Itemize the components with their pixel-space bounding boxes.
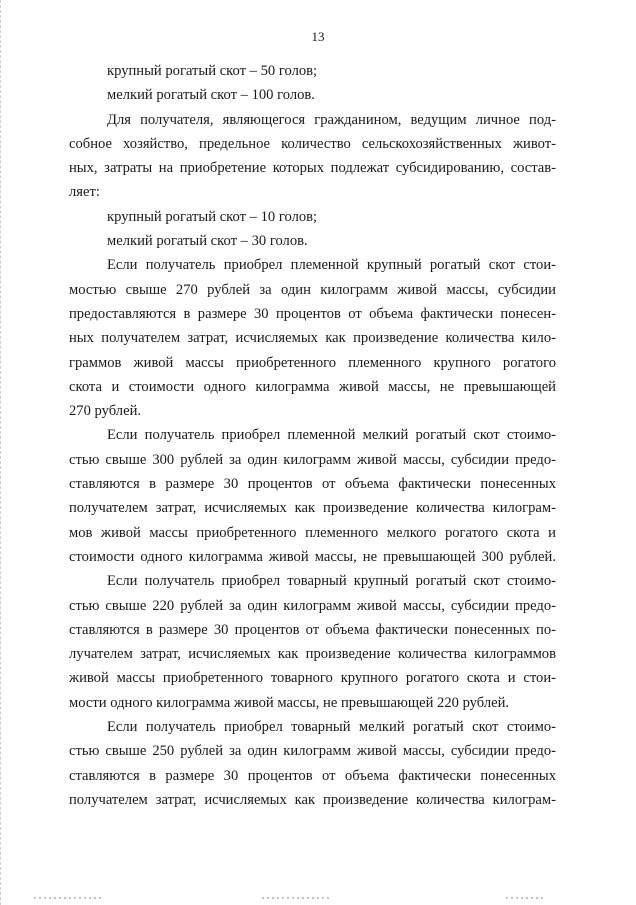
- text-line: крупный рогатый скот – 50 голов;: [107, 63, 318, 79]
- scan-artifact: [262, 897, 332, 899]
- text-line: граммов живой массы приобретенного племенного крупного рогатого: [69, 354, 556, 371]
- text-line: ных получателем затрат, исчисляемых как произведение количества кило-: [69, 330, 556, 347]
- text-line: скота и стоимости одного килограмма живой массы, не превышающей: [69, 378, 556, 395]
- text-line: стью свыше 300 рублей за один килограмм живой массы, субсидии предо-: [69, 451, 556, 468]
- text-line: мости одного килограмма живой массы, не превышающей 220 рублей.: [69, 694, 510, 711]
- text-line: лучателем затрат, исчисляемых как произведение количества килограммов: [69, 646, 556, 663]
- text-line: получателем затрат, исчисляемых как произведение количества килограм-: [69, 500, 556, 517]
- text-line: Если получатель приобрел товарный мелкий рогатый скот стоимо-: [107, 719, 556, 736]
- text-line: ставляются в размере 30 процентов от объема фактически понесенных по-: [69, 621, 556, 638]
- page-number: 13: [311, 29, 325, 44]
- text-line: 270 рублей.: [69, 403, 142, 420]
- text-line: Если получатель приобрел племенной крупный рогатый скот стои-: [107, 257, 556, 274]
- text-line: стью свыше 220 рублей за один килограмм живой массы, субсидии предо-: [69, 597, 556, 614]
- scan-artifact: [34, 897, 104, 899]
- text-line: Если получатель приобрел племенной мелкий рогатый скот стоимо-: [107, 427, 556, 444]
- scan-artifact: [506, 897, 546, 899]
- text-line: ставляются в размере 30 процентов от объема фактически понесенных: [69, 476, 556, 493]
- text-line: ставляются в размере 30 процентов от объема фактически понесенных: [69, 767, 556, 784]
- text-line: ных, затраты на приобретение которых подлежат субсидированию, состав-: [69, 160, 556, 177]
- text-line: Если получатель приобрел товарный крупный рогатый скот стоимо-: [107, 573, 556, 590]
- text-line: собное хозяйство, предельное количество сельскохозяйственных живот-: [69, 135, 556, 152]
- text-line: Для получателя, являющегося гражданином, ведущим личное под-: [107, 111, 556, 128]
- text-line: мелкий рогатый скот – 30 голов.: [107, 233, 308, 250]
- text-line: ляет:: [69, 184, 100, 201]
- scan-left-edge: [0, 0, 2, 905]
- text-line: мелкий рогатый скот – 100 голов.: [107, 87, 315, 104]
- text-line: мостью свыше 270 рублей за один килограмм живой массы, субсидии: [69, 281, 556, 298]
- text-line: стоимости одного килограмма живой массы, не превышающей 300 рублей.: [69, 548, 556, 565]
- document-body: [69, 59, 556, 812]
- text-line: стью свыше 250 рублей за один килограмм живой массы, субсидии предо-: [69, 743, 556, 760]
- text-line: мов живой массы приобретенного племенного мелкого рогатого скота и: [69, 524, 556, 541]
- text-line: живой массы приобретенного товарного крупного рогатого скота и стои-: [69, 670, 556, 687]
- text-line: крупный рогатый скот – 10 голов;: [107, 208, 318, 225]
- text-line: предоставляются в размере 30 процентов от объема фактически понесен-: [69, 305, 556, 322]
- text-line: получателем затрат, исчисляемых как произведение количества килограм-: [69, 791, 556, 808]
